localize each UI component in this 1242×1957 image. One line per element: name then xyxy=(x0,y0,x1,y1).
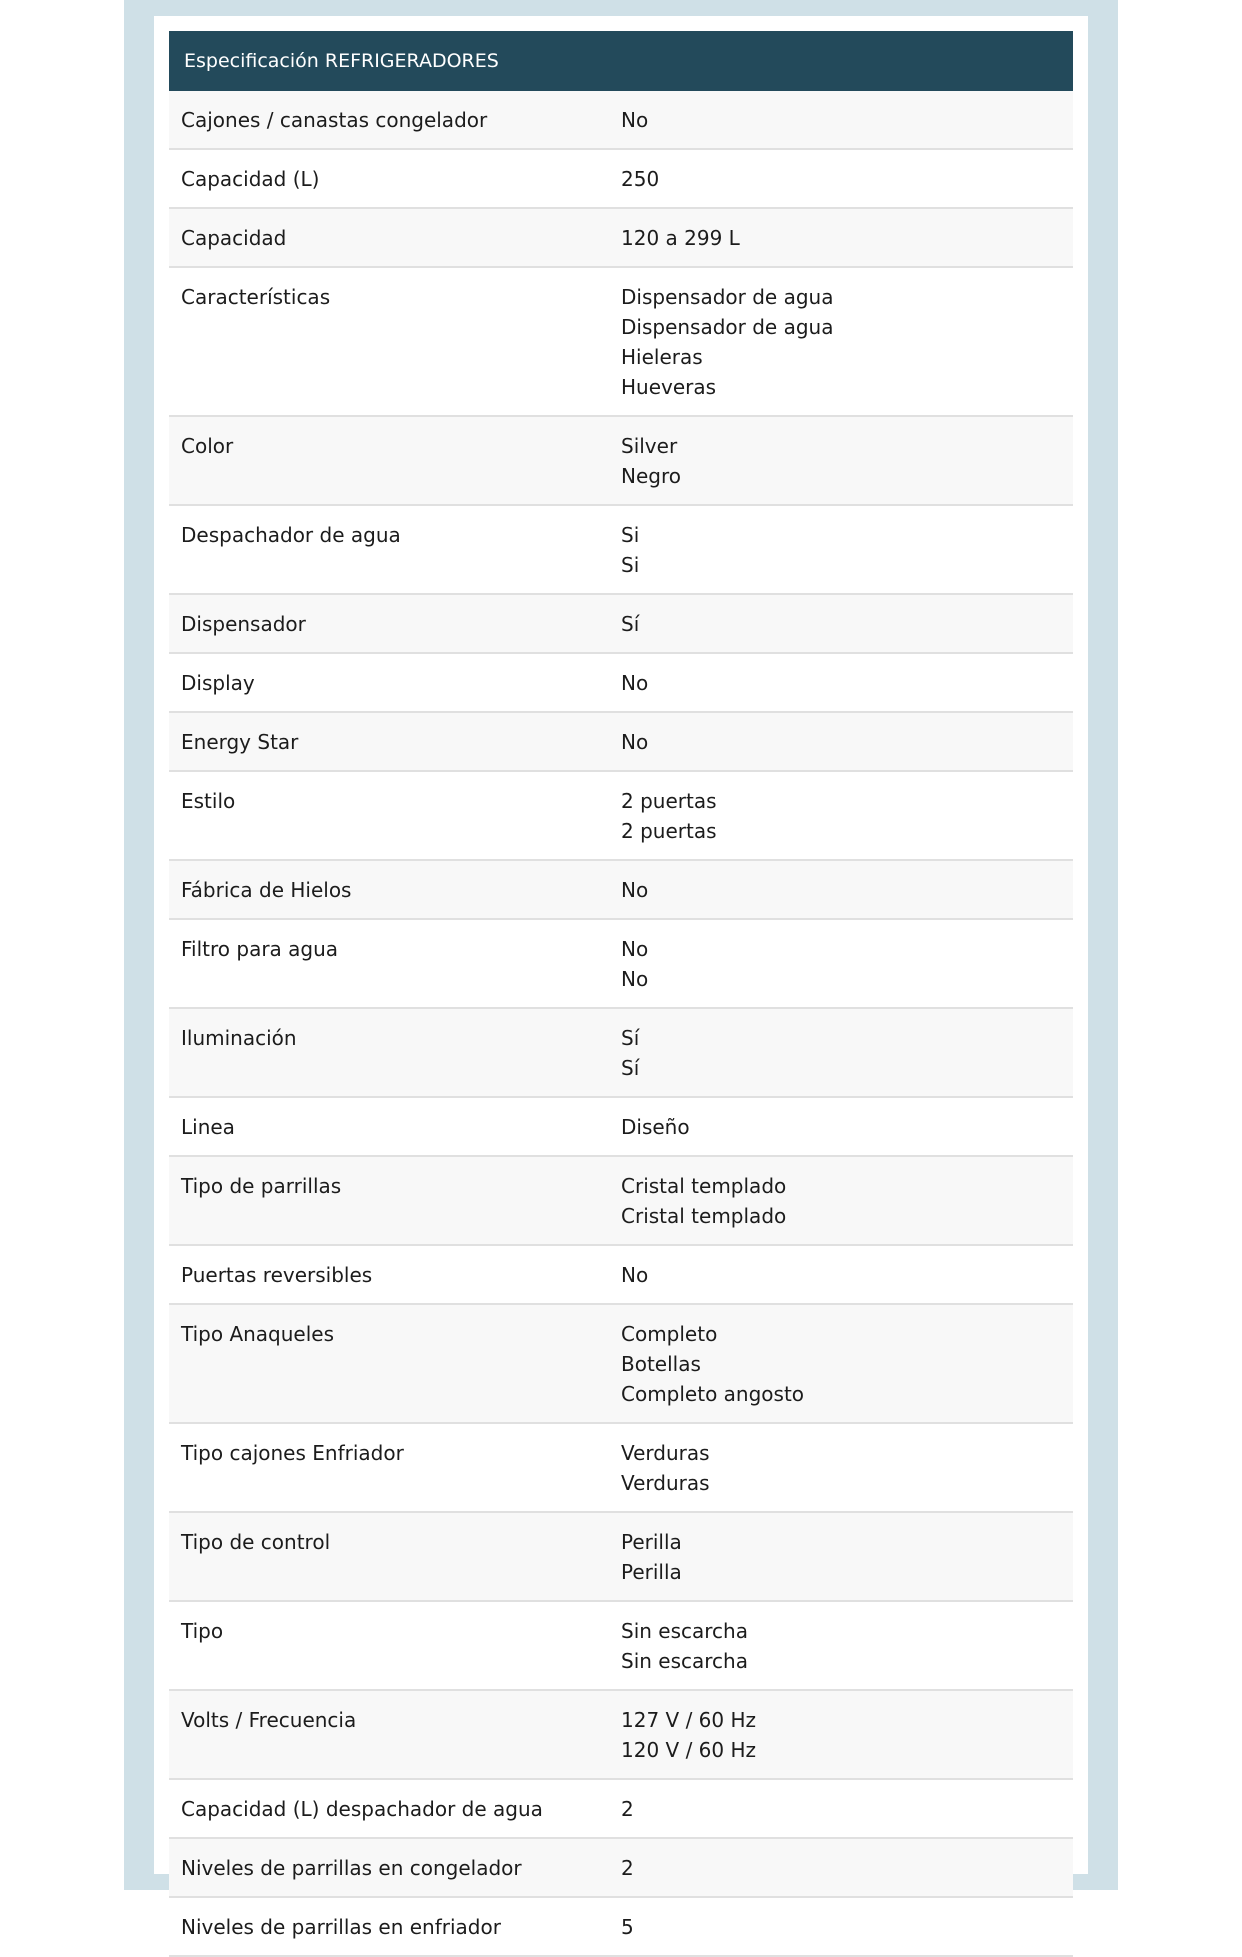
spec-value: Diseño xyxy=(621,1115,690,1139)
spec-value: Silver xyxy=(621,434,678,458)
spec-values xyxy=(621,1260,1073,1290)
spec-values xyxy=(621,727,1073,757)
spec-value: 2 xyxy=(621,1797,634,1821)
spec-row xyxy=(169,1513,1073,1602)
spec-value: Verduras xyxy=(621,1471,710,1495)
spec-value: 2 puertas xyxy=(621,819,717,843)
spec-label: Tipo de parrillas xyxy=(181,1174,342,1198)
spec-value: No xyxy=(621,730,649,754)
spec-values xyxy=(621,668,1073,698)
spec-values xyxy=(621,282,1073,402)
spec-value: Cristal templado xyxy=(621,1174,787,1198)
spec-values xyxy=(621,431,1073,491)
spec-row xyxy=(169,861,1073,920)
spec-row xyxy=(169,772,1073,861)
spec-label: Despachador de agua xyxy=(181,523,401,547)
spec-label: Linea xyxy=(181,1115,235,1139)
spec-values xyxy=(621,1705,1073,1765)
spec-values xyxy=(621,1319,1073,1409)
spec-value: Sin escarcha xyxy=(621,1649,748,1673)
spec-label: Estilo xyxy=(181,789,236,813)
spec-label: Tipo Anaqueles xyxy=(181,1322,335,1346)
spec-row xyxy=(169,1424,1073,1513)
spec-values xyxy=(621,609,1073,639)
spec-label: Cajones / canastas congelador xyxy=(181,108,488,132)
spec-value: 2 puertas xyxy=(621,789,717,813)
spec-row xyxy=(169,1009,1073,1098)
spec-value: Dispensador de agua xyxy=(621,285,834,309)
spec-value: Verduras xyxy=(621,1441,710,1465)
spec-value: Hueveras xyxy=(621,375,717,399)
spec-value: Completo xyxy=(621,1322,718,1346)
spec-row xyxy=(169,209,1073,268)
spec-value: 250 xyxy=(621,167,660,191)
spec-value: Si xyxy=(621,523,640,547)
spec-values xyxy=(621,1171,1073,1231)
spec-row xyxy=(169,268,1073,417)
spec-row xyxy=(169,1305,1073,1424)
spec-label: Volts / Frecuencia xyxy=(181,1708,357,1732)
spec-value: No xyxy=(621,878,649,902)
spec-rows xyxy=(169,91,1073,1957)
spec-values xyxy=(621,1794,1073,1824)
spec-label: Niveles de parrillas en congelador xyxy=(181,1856,522,1880)
spec-value: No xyxy=(621,1263,649,1287)
spec-row xyxy=(169,654,1073,713)
spec-value: Negro xyxy=(621,464,681,488)
spec-value: 120 a 299 L xyxy=(621,226,740,250)
spec-label: Características xyxy=(181,285,331,309)
spec-label: Display xyxy=(181,671,255,695)
spec-row xyxy=(169,1691,1073,1780)
spec-label: Niveles de parrillas en enfriador xyxy=(181,1915,501,1939)
spec-label: Color xyxy=(181,434,234,458)
spec-values xyxy=(621,1023,1073,1083)
page-frame xyxy=(124,0,1118,1939)
spec-values xyxy=(621,1438,1073,1498)
spec-values xyxy=(621,786,1073,846)
spec-value: No xyxy=(621,967,649,991)
spec-card xyxy=(154,16,1088,1939)
spec-value: Sí xyxy=(621,1026,640,1050)
spec-row xyxy=(169,1246,1073,1305)
spec-label: Dispensador xyxy=(181,612,306,636)
spec-value: Cristal templado xyxy=(621,1204,787,1228)
spec-label: Energy Star xyxy=(181,730,299,754)
spec-values xyxy=(621,164,1073,194)
spec-value: No xyxy=(621,108,649,132)
spec-row xyxy=(169,1098,1073,1157)
spec-row xyxy=(169,1780,1073,1839)
spec-values xyxy=(621,223,1073,253)
spec-row xyxy=(169,506,1073,595)
spec-label: Tipo cajones Enfriador xyxy=(181,1441,404,1465)
spec-row xyxy=(169,417,1073,506)
spec-table-header: Especificación REFRIGERADORES xyxy=(169,31,1073,91)
spec-label: Iluminación xyxy=(181,1026,297,1050)
spec-value: No xyxy=(621,937,649,961)
spec-value: No xyxy=(621,671,649,695)
spec-value: Completo angosto xyxy=(621,1382,805,1406)
spec-row xyxy=(169,91,1073,150)
spec-value: Dispensador de agua xyxy=(621,315,834,339)
spec-row xyxy=(169,1839,1073,1898)
spec-row xyxy=(169,595,1073,654)
spec-label: Capacidad (L) xyxy=(181,167,320,191)
spec-values xyxy=(621,1527,1073,1587)
spec-values xyxy=(621,934,1073,994)
spec-values xyxy=(621,1616,1073,1676)
spec-value: Botellas xyxy=(621,1352,701,1376)
spec-value: Si xyxy=(621,553,640,577)
spec-value: Sí xyxy=(621,612,640,636)
spec-value: Sin escarcha xyxy=(621,1619,748,1643)
spec-values xyxy=(621,520,1073,580)
spec-value: Sí xyxy=(621,1056,640,1080)
spec-row xyxy=(169,1157,1073,1246)
spec-values xyxy=(621,1853,1073,1883)
spec-values xyxy=(621,1912,1073,1942)
spec-values xyxy=(621,1112,1073,1142)
spec-label: Capacidad xyxy=(181,226,287,250)
spec-values xyxy=(621,105,1073,135)
spec-value: Hieleras xyxy=(621,345,703,369)
spec-label: Fábrica de Hielos xyxy=(181,878,352,902)
spec-value: Perilla xyxy=(621,1530,682,1554)
spec-label: Capacidad (L) despachador de agua xyxy=(181,1797,543,1821)
spec-value: 127 V / 60 Hz xyxy=(621,1708,757,1732)
spec-label: Tipo xyxy=(181,1619,224,1643)
spec-table xyxy=(169,31,1073,1957)
spec-value: 2 xyxy=(621,1856,634,1880)
spec-value: 120 V / 60 Hz xyxy=(621,1738,757,1762)
spec-value: 5 xyxy=(621,1915,634,1939)
spec-row xyxy=(169,1602,1073,1691)
spec-row xyxy=(169,713,1073,772)
spec-row xyxy=(169,1898,1073,1957)
spec-values xyxy=(621,875,1073,905)
spec-row xyxy=(169,150,1073,209)
spec-value: Perilla xyxy=(621,1560,682,1584)
spec-label: Puertas reversibles xyxy=(181,1263,373,1287)
spec-label: Filtro para agua xyxy=(181,937,339,961)
spec-label: Tipo de control xyxy=(181,1530,331,1554)
spec-row xyxy=(169,920,1073,1009)
